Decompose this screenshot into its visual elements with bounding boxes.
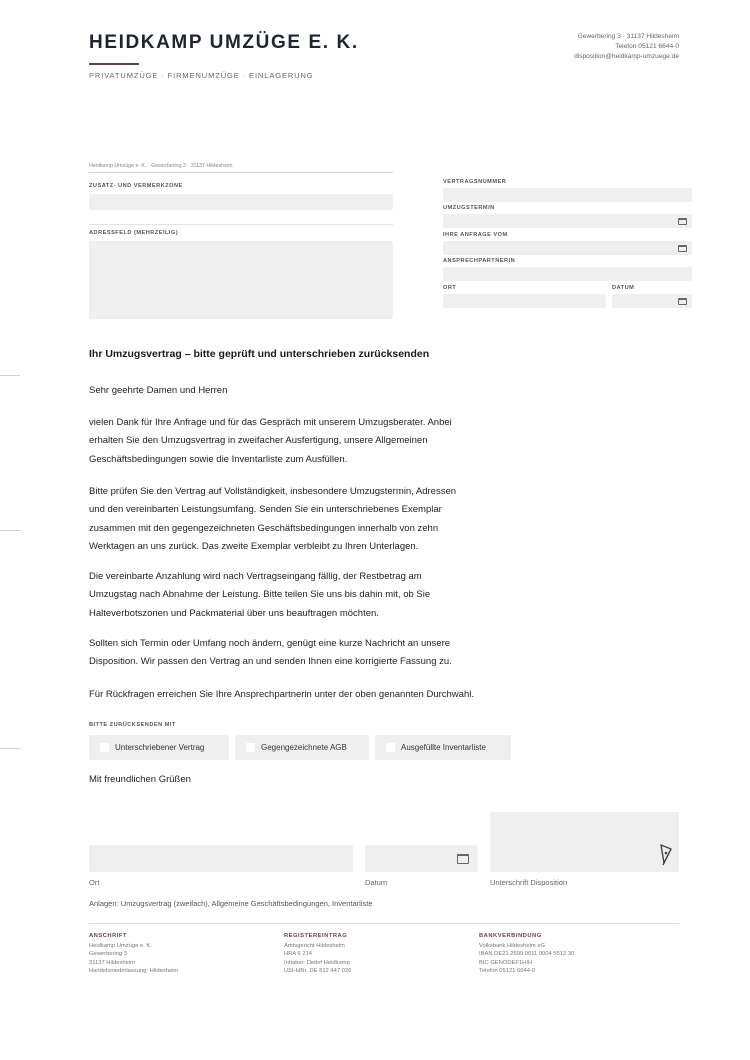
adressfeld-label: ADRESSFELD (MEHRZEILIG) [89,230,179,236]
umzugstermin-label: UMZUGSTERMIN [443,205,495,211]
footer-line: Telefon 05121 6644-0 [479,968,536,975]
footer-line: Handelsniederlassung: Hildesheim [89,968,179,975]
paragraph-line: Disposition. Wir passen den Vertrag an und senden Ihnen eine korrigierte Fassung zu. [89,656,452,668]
paragraph-4 [89,635,549,672]
footer-line: Heidkamp Umzüge e. K. [89,942,152,949]
footer-line: Inhaber: Detlef Heidkamp [284,959,350,966]
calendar-icon[interactable] [457,854,469,864]
paragraph-line: Bitte prüfen Sie den Vertrag auf Vollständigkeit, insbesondere Umzugstermin, Adressen [89,486,457,497]
ansprechpartnerin-field[interactable] [443,267,692,281]
checkbox-inventarliste[interactable] [375,735,511,760]
footer-bank [479,932,574,976]
services-tagline: PRIVATUMZÜGE · FIRMENUMZÜGE · EINLAGERUNG [89,71,314,80]
paragraph-line: Halteverbotszonen und Packmaterial über uns beauftragen möchten. [89,607,379,619]
paragraph-1 [89,414,549,469]
footer-line: BIC GENODEF1HIH [479,959,533,966]
sig-datum-field[interactable] [365,845,478,872]
contact-block [574,32,679,62]
paragraph-5 [89,686,549,704]
ort-label: ORT [443,285,457,291]
checkbox-square[interactable] [386,743,395,752]
paragraph-line: vielen Dank für Ihre Anfrage und für das Gespräch mit unserem Umzugsberater. Anbei [89,417,452,428]
paragraph-line: erhalten Sie den Umzugsvertrag in zweifacher Ausfertigung, unsere Allgemeinen [89,435,428,447]
anfrage-label: IHRE ANFRAGE VOM [443,232,508,238]
footer-line: USt-IdNr. DE 812 447 026 [284,968,352,975]
umzugstermin-field[interactable] [443,214,692,228]
calendar-icon[interactable] [678,218,687,225]
footer-line: Amtsgericht Hildesheim [284,942,345,949]
ansprechpartnerin-label: ANSPRECHPARTNERIN [443,258,516,264]
zusatz-field[interactable] [89,194,393,210]
footer-line: Volksbank Hildesheim eG [479,942,546,949]
zusatz-label: ZUSATZ- UND VERMERKZONE [89,183,183,189]
footer-heading: ANSCHRIFT [89,933,127,939]
checkbox-label: Gegengezeichnete AGB [261,743,347,752]
paragraph-line: Geschäftsbedingungen sowie die Inventarliste zum Ausfüllen. [89,453,348,465]
anfrage-field[interactable] [443,241,692,255]
accent-bar [89,63,139,65]
footer-anschrift [89,932,178,976]
vertragsnummer-label: VERTRAGSNUMMER [443,179,507,185]
checkbox-label: Ausgefüllte Inventarliste [401,743,486,752]
sig-unterschrift-caption: Unterschrift Disposition [490,878,568,887]
datum-field[interactable] [612,294,692,308]
attachments: Anlagen: Umzugsvertrag (zweifach), Allgemeine Geschäftsbedingungen, Inventarliste [89,899,373,908]
ort-field[interactable] [443,294,606,308]
company-name: HEIDKAMP UMZÜGE E. K. [89,32,359,53]
footer-register [284,932,351,976]
footer-line: 31137 Hildesheim [89,959,135,966]
punch-mark [0,530,20,531]
datum-label: DATUM [612,285,635,291]
footer-line: Gewerbering 3 [89,951,128,958]
return-label: BITTE ZURÜCKSENDEN MIT [89,722,176,728]
vertragsnummer-field[interactable] [443,188,692,202]
fold-mark-bottom [0,748,20,749]
calendar-icon[interactable] [678,298,687,305]
paragraph-3 [89,568,549,623]
contact-phone: Telefon 05121 6644-0 [615,43,679,50]
letter-subject: Ihr Umzugsvertrag – bitte geprüft und unterschrieben zurücksenden [89,348,430,360]
footer-rule [89,923,679,924]
footer-heading: REGISTEREINTRAG [284,933,348,939]
closing: Mit freundlichen Grüßen [89,774,191,785]
paragraph-line: Für Rückfragen erreichen Sie Ihre Ansprechpartnerin unter der oben genannten Durchwahl. [89,689,474,700]
footer-heading: BANKVERBINDUNG [479,933,542,939]
adressfeld-field[interactable] [89,241,393,319]
paragraph-line: Sollten sich Termin oder Umfang noch ändern, genügt eine kurze Nachricht an unsere [89,638,451,649]
sig-ort-field[interactable] [89,845,353,872]
contact-address: Gewerbering 3 · 31137 Hildesheim [577,33,679,40]
signature-field[interactable] [490,812,679,872]
footer-line: IBAN DE21 2599 0011 0004 5512 30 [479,951,575,958]
address-divider [89,224,393,225]
checkbox-agb[interactable] [235,735,369,760]
checkbox-vertrag[interactable] [89,735,229,760]
paragraph-line: Werktagen an uns zurück. Das zweite Exemplar verbleibt zu Ihren Unterlagen. [89,541,419,553]
contact-email: disposition@heidkamp-umzuege.de [574,53,679,60]
salutation: Sehr geehrte Damen und Herren [89,385,228,396]
paragraph-line: Die vereinbarte Anzahlung wird nach Vertragseingang fällig, der Restbetrag am [89,571,422,582]
pen-icon[interactable] [659,844,673,866]
sender-line: Heidkamp Umzüge e. K. · Gewerbering 3 · 31137 Hildesheim [89,163,393,173]
paragraph-2 [89,483,549,557]
footer-line: HRA 6 214 [284,951,313,958]
sig-datum-caption: Datum [365,878,388,887]
fold-mark-top [0,375,20,376]
sig-ort-caption: Ort [89,878,100,887]
calendar-icon[interactable] [678,245,687,252]
paragraph-line: und den vereinbarten Leistungsumfang. Senden Sie ein unterschriebenes Exemplar [89,504,442,516]
checkbox-label: Unterschriebener Vertrag [115,743,205,752]
checkbox-square[interactable] [100,743,109,752]
checkbox-square[interactable] [246,743,255,752]
paragraph-line: zusammen mit den gegengezeichneten Geschäftsbedingungen innerhalb von zehn [89,522,439,534]
paragraph-line: Umzugstag nach Abnahme der Leistung. Bitte teilen Sie uns bis dahin mit, ob Sie [89,589,431,601]
